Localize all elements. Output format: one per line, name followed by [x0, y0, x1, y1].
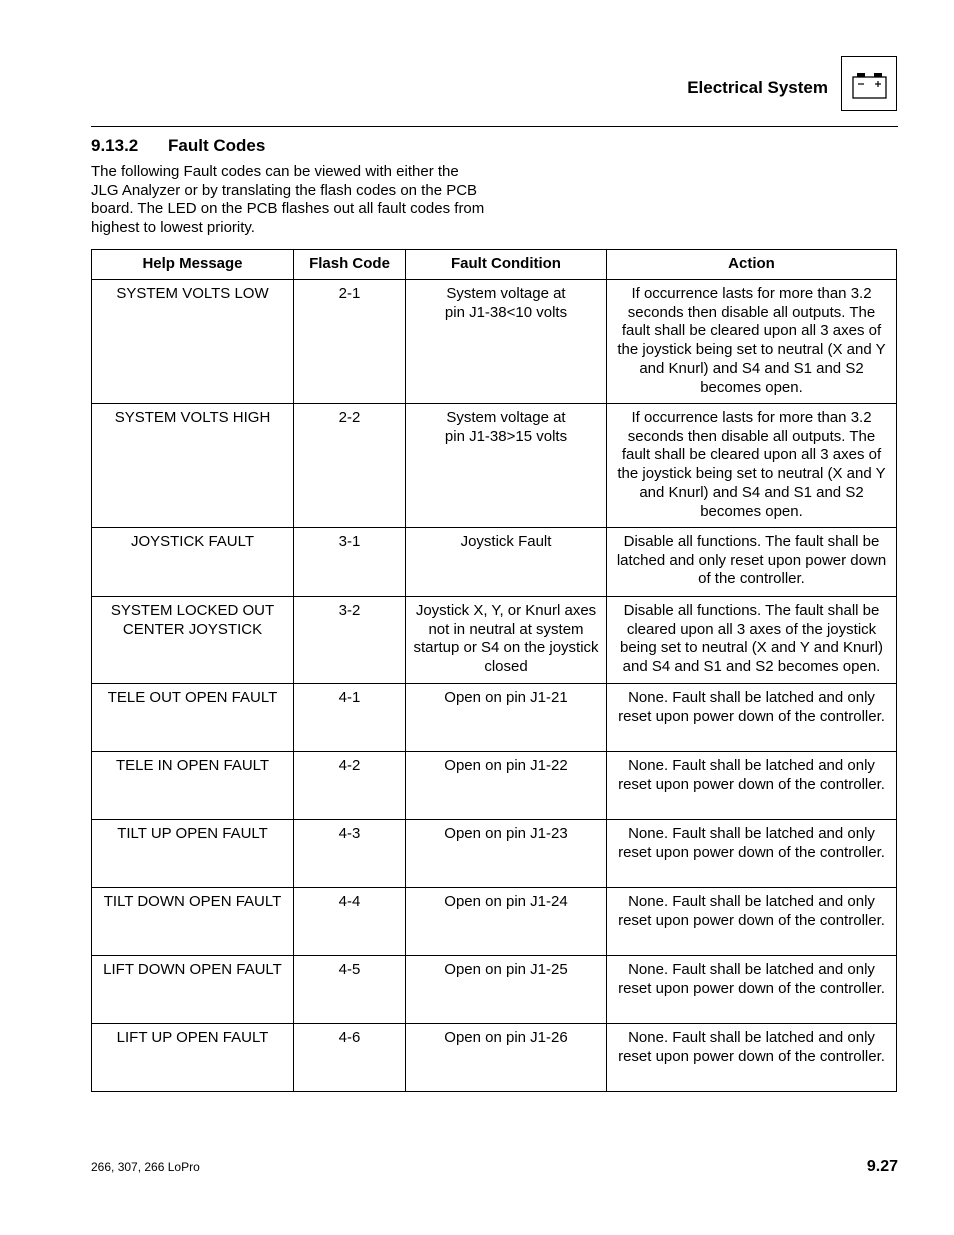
header-rule [91, 126, 898, 127]
table-row [92, 888, 897, 956]
footer-models: 266, 307, 266 LoPro [91, 1160, 200, 1174]
action-cell: Disable all functions. The fault shall be latched and only reset upon power down of the controller. [607, 528, 897, 597]
table-row [92, 1024, 897, 1092]
header-action: Action [607, 250, 897, 280]
help-message-cell: TELE IN OPEN FAULT [92, 752, 294, 820]
table-row [92, 597, 897, 684]
header-flash-code: Flash Code [294, 250, 406, 280]
fault-condition-cell: System voltage at pin J1-38>15 volts [406, 404, 607, 528]
action-cell: None. Fault shall be latched and only reset upon power down of the controller. [607, 1024, 897, 1092]
flash-code-cell: 3-2 [294, 597, 406, 684]
help-message-cell: LIFT DOWN OPEN FAULT [92, 956, 294, 1024]
fault-condition-cell: System voltage at pin J1-38<10 volts [406, 280, 607, 404]
header-title: Electrical System [687, 78, 828, 97]
fault-condition-cell: Open on pin J1-22 [406, 752, 607, 820]
action-cell: None. Fault shall be latched and only reset upon power down of the controller. [607, 956, 897, 1024]
section-title: Fault Codes [168, 136, 266, 155]
help-message-cell: TILT UP OPEN FAULT [92, 820, 294, 888]
flash-code-cell: 4-2 [294, 752, 406, 820]
action-cell: None. Fault shall be latched and only reset upon power down of the controller. [607, 752, 897, 820]
flash-code-cell: 4-5 [294, 956, 406, 1024]
section-heading [91, 136, 265, 156]
battery-icon-box [841, 56, 897, 111]
table-header-row [92, 250, 897, 280]
flash-code-cell: 4-3 [294, 820, 406, 888]
battery-icon [842, 57, 896, 110]
fault-condition-cell: Joystick X, Y, or Knurl axes not in neutral at system startup or S4 on the joystick closed [406, 597, 607, 684]
help-message-cell: SYSTEM VOLTS HIGH [92, 404, 294, 528]
action-cell: None. Fault shall be latched and only reset upon power down of the controller. [607, 888, 897, 956]
help-message-cell: JOYSTICK FAULT [92, 528, 294, 597]
fault-condition-cell: Open on pin J1-21 [406, 684, 607, 752]
table-row [92, 404, 897, 528]
table-row [92, 684, 897, 752]
flash-code-cell: 2-2 [294, 404, 406, 528]
fault-condition-cell: Open on pin J1-25 [406, 956, 607, 1024]
action-cell: None. Fault shall be latched and only reset upon power down of the controller. [607, 684, 897, 752]
flash-code-cell: 4-1 [294, 684, 406, 752]
flash-code-cell: 4-4 [294, 888, 406, 956]
help-message-cell: TELE OUT OPEN FAULT [92, 684, 294, 752]
table-row [92, 280, 897, 404]
flash-code-cell: 2-1 [294, 280, 406, 404]
fault-condition-cell: Joystick Fault [406, 528, 607, 597]
table-row [92, 956, 897, 1024]
fault-codes-table [91, 249, 897, 1092]
flash-code-cell: 4-6 [294, 1024, 406, 1092]
action-cell: If occurrence lasts for more than 3.2 seconds then disable all outputs. The fault shall be cleared upon all 3 axes of the joystick being set to neutral (X and Y and Knurl) and S4 and S1 and S2 becomes open. [607, 404, 897, 528]
page-number: 9.27 [866, 1158, 898, 1175]
fault-condition-cell: Open on pin J1-23 [406, 820, 607, 888]
intro-paragraph: The following Fault codes can be viewed with either the JLG Analyzer or by translating the flash codes on the PCB board. The LED on the PCB flashes out all fault codes from highest to lowest priority. [91, 163, 485, 236]
help-message-cell: TILT DOWN OPEN FAULT [92, 888, 294, 956]
header-help-message: Help Message [92, 250, 294, 280]
action-cell: None. Fault shall be latched and only reset upon power down of the controller. [607, 820, 897, 888]
section-number: 9.13.2 [91, 136, 139, 155]
help-message-cell: LIFT UP OPEN FAULT [92, 1024, 294, 1092]
action-cell: If occurrence lasts for more than 3.2 seconds then disable all outputs. The fault shall be cleared upon all 3 axes of the joystick being set to neutral (X and Y and Knurl) and S4 and S1 and S2 becomes open. [607, 280, 897, 404]
help-message-cell: SYSTEM LOCKED OUT CENTER JOYSTICK [92, 597, 294, 684]
help-message-cell: SYSTEM VOLTS LOW [92, 280, 294, 404]
header-fault-condition: Fault Condition [406, 250, 607, 280]
flash-code-cell: 3-1 [294, 528, 406, 597]
fault-condition-cell: Open on pin J1-26 [406, 1024, 607, 1092]
action-cell: Disable all functions. The fault shall be cleared upon all 3 axes of the joystick being set to neutral (X and Y and Knurl) and S4 and S1 and S2 becomes open. [607, 597, 897, 684]
fault-condition-cell: Open on pin J1-24 [406, 888, 607, 956]
table-row [92, 752, 897, 820]
table-row [92, 528, 897, 597]
table-row [92, 820, 897, 888]
